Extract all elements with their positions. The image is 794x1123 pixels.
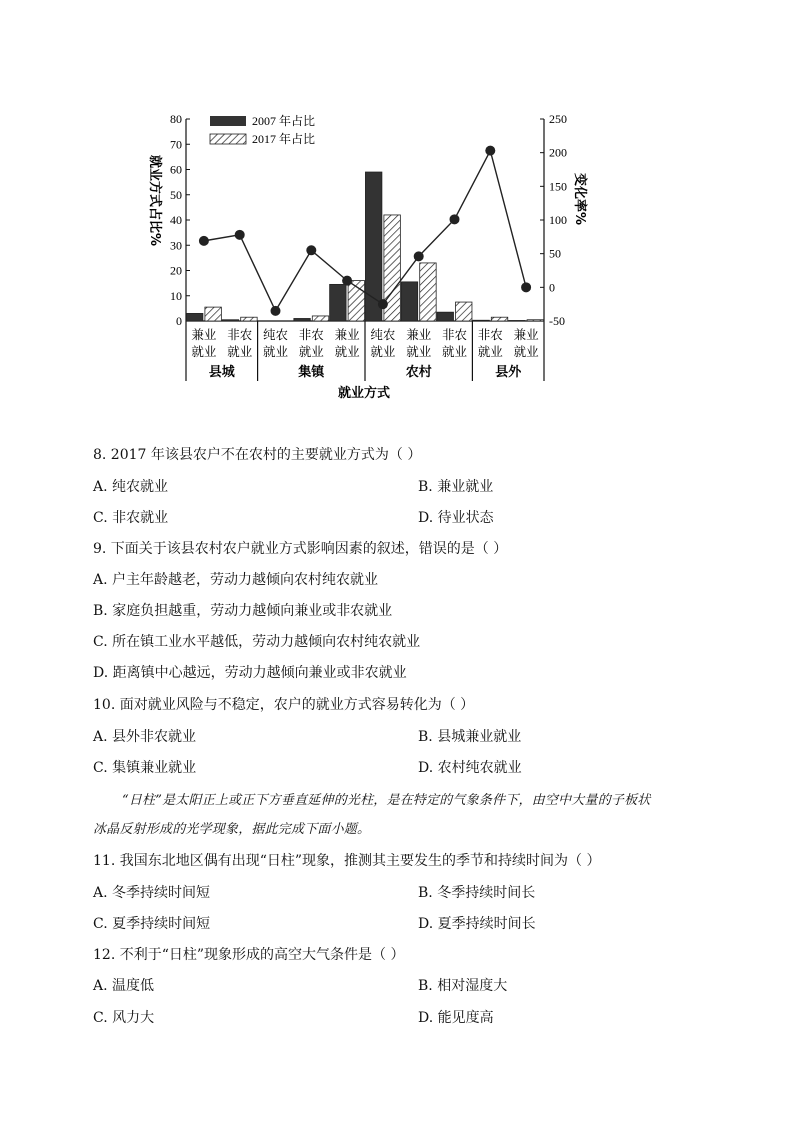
- category-label: 纯农: [370, 327, 396, 342]
- y-tick-label: 70: [170, 137, 182, 152]
- y2-tick-label: 250: [549, 112, 567, 126]
- category-label: 就业: [334, 344, 360, 359]
- group-label: 县外: [495, 365, 522, 380]
- q10-option-a[interactable]: A. 县外非农就业: [93, 729, 197, 745]
- category-label: 兼业: [191, 327, 217, 342]
- y2-tick-label: 150: [549, 179, 567, 194]
- category-label: 就业: [262, 344, 289, 359]
- q12-option-d[interactable]: D. 能见度高: [418, 1010, 494, 1026]
- y-tick-label: 50: [170, 187, 182, 202]
- category-label: 兼业: [513, 327, 539, 342]
- category-label: 非农: [298, 327, 324, 342]
- category-label: 兼业: [406, 327, 432, 342]
- q10-option-b[interactable]: B. 县城兼业就业: [418, 729, 522, 745]
- q9-option-c[interactable]: C. 所在镇工业水平越低，劳动力越倾向农村纯农就业: [93, 634, 421, 650]
- category-label: 就业: [298, 344, 324, 359]
- bar-2017: [527, 320, 543, 321]
- change-rate-point: [199, 236, 209, 246]
- question-11: 11. 我国东北地区偶有出现“日柱”现象，推测其主要发生的季节和持续时间为（ ）: [93, 853, 601, 869]
- category-label: 就业: [441, 344, 468, 359]
- change-rate-point: [378, 299, 388, 309]
- y2-tick-label: -50: [549, 314, 565, 328]
- category-label: 非农: [441, 327, 468, 342]
- bar-2007: [222, 320, 238, 321]
- category-label: 非农: [227, 327, 253, 342]
- change-rate-point: [271, 306, 281, 316]
- bar-2007: [437, 312, 453, 321]
- y-tick-label: 80: [170, 112, 182, 126]
- q9-option-a[interactable]: A. 户主年龄越老，劳动力越倾向农村纯农就业: [93, 572, 379, 588]
- passage-line-2: 冰晶反射形成的光学现象，据此完成下面小题。: [93, 822, 371, 837]
- q12-option-a[interactable]: A. 温度低: [93, 978, 155, 994]
- bar-2017: [420, 263, 436, 321]
- category-label: 就业: [477, 344, 503, 359]
- category-label: 就业: [227, 344, 253, 359]
- bar-2017: [205, 307, 221, 321]
- y-tick-label: 0: [176, 314, 182, 328]
- bar-2007: [509, 320, 525, 321]
- y-tick-label: 10: [170, 288, 182, 303]
- change-rate-point: [342, 276, 352, 286]
- category-label: 兼业: [334, 327, 360, 342]
- q8-option-b[interactable]: B. 兼业就业: [418, 479, 494, 495]
- change-rate-point: [235, 230, 245, 240]
- y-tick-label: 40: [170, 213, 182, 227]
- bar-2007: [186, 313, 202, 321]
- category-label: 就业: [406, 344, 432, 359]
- q12-option-b[interactable]: B. 相对湿度大: [418, 978, 508, 994]
- change-rate-point: [450, 214, 460, 224]
- group-label: 集镇: [298, 365, 325, 380]
- q11-option-d[interactable]: D. 夏季持续时间长: [418, 916, 536, 932]
- bar-2017: [456, 302, 472, 321]
- legend-label-2007: 2007 年占比: [252, 114, 316, 128]
- bar-2017: [312, 316, 328, 321]
- q8-option-a[interactable]: A. 纯农就业: [93, 479, 169, 495]
- group-label: 县城: [208, 365, 235, 380]
- legend-label-2017: 2017 年占比: [252, 132, 316, 146]
- bar-2017: [491, 317, 507, 321]
- q8-option-d[interactable]: D. 待业状态: [418, 510, 494, 526]
- category-label: 非农: [477, 327, 503, 342]
- q10-option-d[interactable]: D. 农村纯农就业: [418, 760, 522, 776]
- q12-option-c[interactable]: C. 风力大: [93, 1010, 155, 1026]
- y-tick-label: 30: [170, 238, 182, 253]
- y-tick-label: 20: [170, 263, 182, 278]
- legend-swatch-2007: [210, 116, 246, 126]
- category-label: 就业: [191, 344, 217, 359]
- change-rate-point: [485, 146, 495, 156]
- group-label: 农村: [405, 365, 432, 380]
- bar-2007: [473, 320, 489, 321]
- q11-option-a[interactable]: A. 冬季持续时间短: [93, 885, 211, 901]
- q11-option-c[interactable]: C. 夏季持续时间短: [93, 916, 211, 932]
- bar-2007: [330, 284, 346, 321]
- y-tick-label: 60: [170, 162, 182, 177]
- y2-axis-title: 变化率%: [572, 173, 587, 226]
- y2-tick-label: 0: [549, 280, 555, 295]
- category-label: 就业: [370, 344, 396, 359]
- question-8: 8. 2017 年该县农户不在农村的主要就业方式为（ ）: [93, 447, 422, 463]
- q10-option-c[interactable]: C. 集镇兼业就业: [93, 760, 197, 776]
- change-rate-point: [306, 245, 316, 255]
- category-label: 就业: [513, 344, 539, 359]
- y2-tick-label: 200: [549, 145, 567, 160]
- q9-option-b[interactable]: B. 家庭负担越重，劳动力越倾向兼业或非农就业: [93, 603, 393, 619]
- bar-2007: [294, 318, 310, 321]
- employment-chart: [140, 105, 600, 405]
- question-9: 9. 下面关于该县农村农户就业方式影响因素的叙述，错误的是（ ）: [93, 541, 508, 557]
- bar-2017: [241, 317, 257, 321]
- x-axis-title: 就业方式: [337, 386, 391, 401]
- change-rate-point: [521, 282, 531, 292]
- q11-option-b[interactable]: B. 冬季持续时间长: [418, 885, 536, 901]
- passage-line-1: “日柱”是太阳正上或正下方垂直延伸的光柱，是在特定的气象条件下，由空中大量的子板状: [122, 793, 651, 808]
- change-rate-point: [414, 251, 424, 261]
- change-rate-line: [204, 151, 526, 311]
- category-label: 纯农: [262, 327, 289, 342]
- q9-option-d[interactable]: D. 距离镇中心越远，劳动力越倾向兼业或非农就业: [93, 665, 407, 681]
- y-axis-title: 就业方式占比%: [147, 155, 162, 247]
- bar-2007: [401, 282, 417, 321]
- y2-tick-label: 50: [549, 246, 561, 261]
- y2-tick-label: 100: [549, 213, 567, 227]
- legend-swatch-2017: [210, 134, 246, 144]
- q8-option-c[interactable]: C. 非农就业: [93, 510, 169, 526]
- question-12: 12. 不利于“日柱”现象形成的高空大气条件是（ ）: [93, 947, 405, 963]
- question-10: 10. 面对就业风险与不稳定，农户的就业方式容易转化为（ ）: [93, 697, 475, 713]
